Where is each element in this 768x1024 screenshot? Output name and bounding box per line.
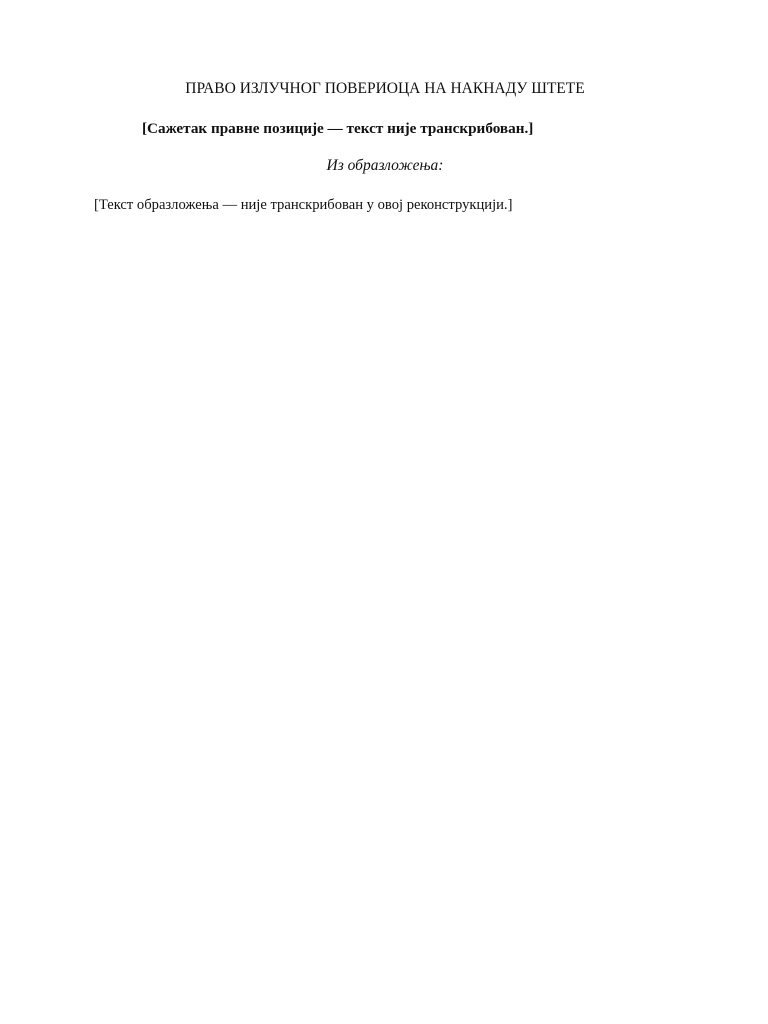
- reasoning-body: [94, 195, 676, 216]
- body-line: [Текст образложења — није транскрибован у овој реконструкцији.]: [94, 197, 513, 213]
- document-title: ПРАВО ИЗЛУЧНОГ ПОВЕРИОЦА НА НАКНАДУ ШТЕТЕ: [185, 80, 585, 97]
- section-heading: Из образложења:: [326, 157, 444, 174]
- legal-summary: [Сажетак правне позиције — текст није транскрибован.]: [142, 120, 534, 137]
